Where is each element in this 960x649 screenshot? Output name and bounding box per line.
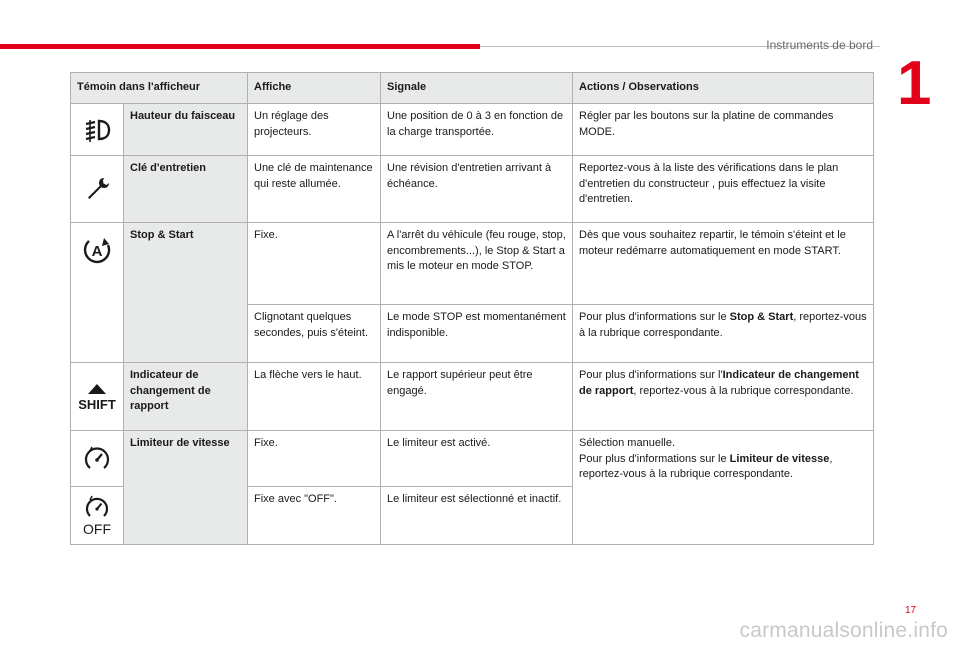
cell-affiche: Clignotant quelques secondes, puis s'éteint.	[248, 305, 381, 363]
warning-lights-table	[70, 72, 874, 545]
wrench-icon	[71, 156, 124, 223]
cell-signale: Le mode STOP est momentanément indisponible.	[381, 305, 573, 363]
table-header-row	[71, 73, 874, 104]
column-header-actions: Actions / Observations	[573, 73, 874, 104]
light-name: Limiteur de vitesse	[124, 431, 248, 545]
page-number: 17	[905, 605, 917, 616]
column-header-temoin: Témoin dans l'afficheur	[71, 73, 248, 104]
watermark: carmanualsonline.info	[739, 619, 948, 642]
column-header-signale: Signale	[381, 73, 573, 104]
actions-emphasis: Stop & Start	[729, 311, 794, 323]
actions-text: , reportez-vous à la rubrique correspondante.	[633, 384, 854, 397]
cell-signale: Une position de 0 à 3 en fonction de la charge transportée.	[381, 104, 573, 156]
table-row	[71, 363, 874, 431]
cell-actions	[573, 431, 874, 545]
actions-text: , reportez-vous à la rubrique correspondante.	[579, 452, 833, 480]
speed-limiter-off-icon	[71, 487, 124, 545]
actions-emphasis: Limiteur de vitesse	[729, 452, 830, 465]
off-icon-text: OFF	[83, 520, 111, 537]
light-name: Hauteur du faisceau	[124, 104, 248, 156]
shift-icon-text: SHIFT	[78, 396, 116, 412]
actions-text: Pour plus d'informations sur le	[579, 452, 730, 465]
cell-affiche: Fixe.	[248, 431, 381, 487]
cell-actions	[573, 305, 874, 363]
table-row	[71, 431, 874, 487]
table-row	[71, 104, 874, 156]
actions-text: Pour plus d'informations sur l'	[579, 369, 723, 381]
section-title: Instruments de bord	[766, 38, 873, 52]
cell-affiche: Fixe.	[248, 223, 381, 305]
accent-red-bar	[0, 44, 480, 49]
cell-signale: A l'arrêt du véhicule (feu rouge, stop, encombrements...), le Stop & Start a mis le moteur en mode STOP.	[381, 223, 573, 305]
cell-actions	[573, 363, 874, 431]
actions-text: Sélection manuelle.	[579, 437, 676, 449]
cell-signale: Le limiteur est sélectionné et inactif.	[381, 487, 573, 545]
cell-signale: Le limiteur est activé.	[381, 431, 573, 487]
cell-signale: Le rapport supérieur peut être engagé.	[381, 363, 573, 431]
cell-affiche: Fixe avec "OFF".	[248, 487, 381, 545]
cell-actions: Dès que vous souhaitez repartir, le témoin s'éteint et le moteur redémarre automatiquement en mode START.	[573, 223, 874, 305]
actions-text: Pour plus d'informations sur le	[579, 311, 730, 323]
shift-indicator-icon	[71, 363, 124, 431]
svg-text:A: A	[91, 243, 103, 260]
table-row	[71, 156, 874, 223]
cell-actions: Régler par les boutons sur la platine de commandes MODE.	[573, 104, 874, 156]
speed-limiter-icon	[71, 431, 124, 487]
light-name: Stop & Start	[124, 223, 248, 363]
cell-actions: Reportez-vous à la liste des vérifications dans le plan d'entretien du constructeur , puis effectuez la visite d'entretien.	[573, 156, 874, 223]
cell-signale: Une révision d'entretien arrivant à échéance.	[381, 156, 573, 223]
cell-affiche: Un réglage des projecteurs.	[248, 104, 381, 156]
actions-emphasis: Indicateur de changement de rapport	[579, 369, 859, 397]
light-name: Indicateur de changement de rapport	[124, 363, 248, 431]
light-name: Clé d'entretien	[124, 156, 248, 223]
table-row	[71, 223, 874, 305]
column-header-affiche: Affiche	[248, 73, 381, 104]
headlight-beam-height-icon	[71, 104, 124, 156]
cell-affiche: Une clé de maintenance qui reste allumée.	[248, 156, 381, 223]
stop-start-icon	[71, 223, 124, 363]
actions-text: , reportez-vous à la rubrique correspondante.	[579, 311, 867, 339]
cell-affiche: La flèche vers le haut.	[248, 363, 381, 431]
chapter-number: 1	[897, 49, 932, 118]
